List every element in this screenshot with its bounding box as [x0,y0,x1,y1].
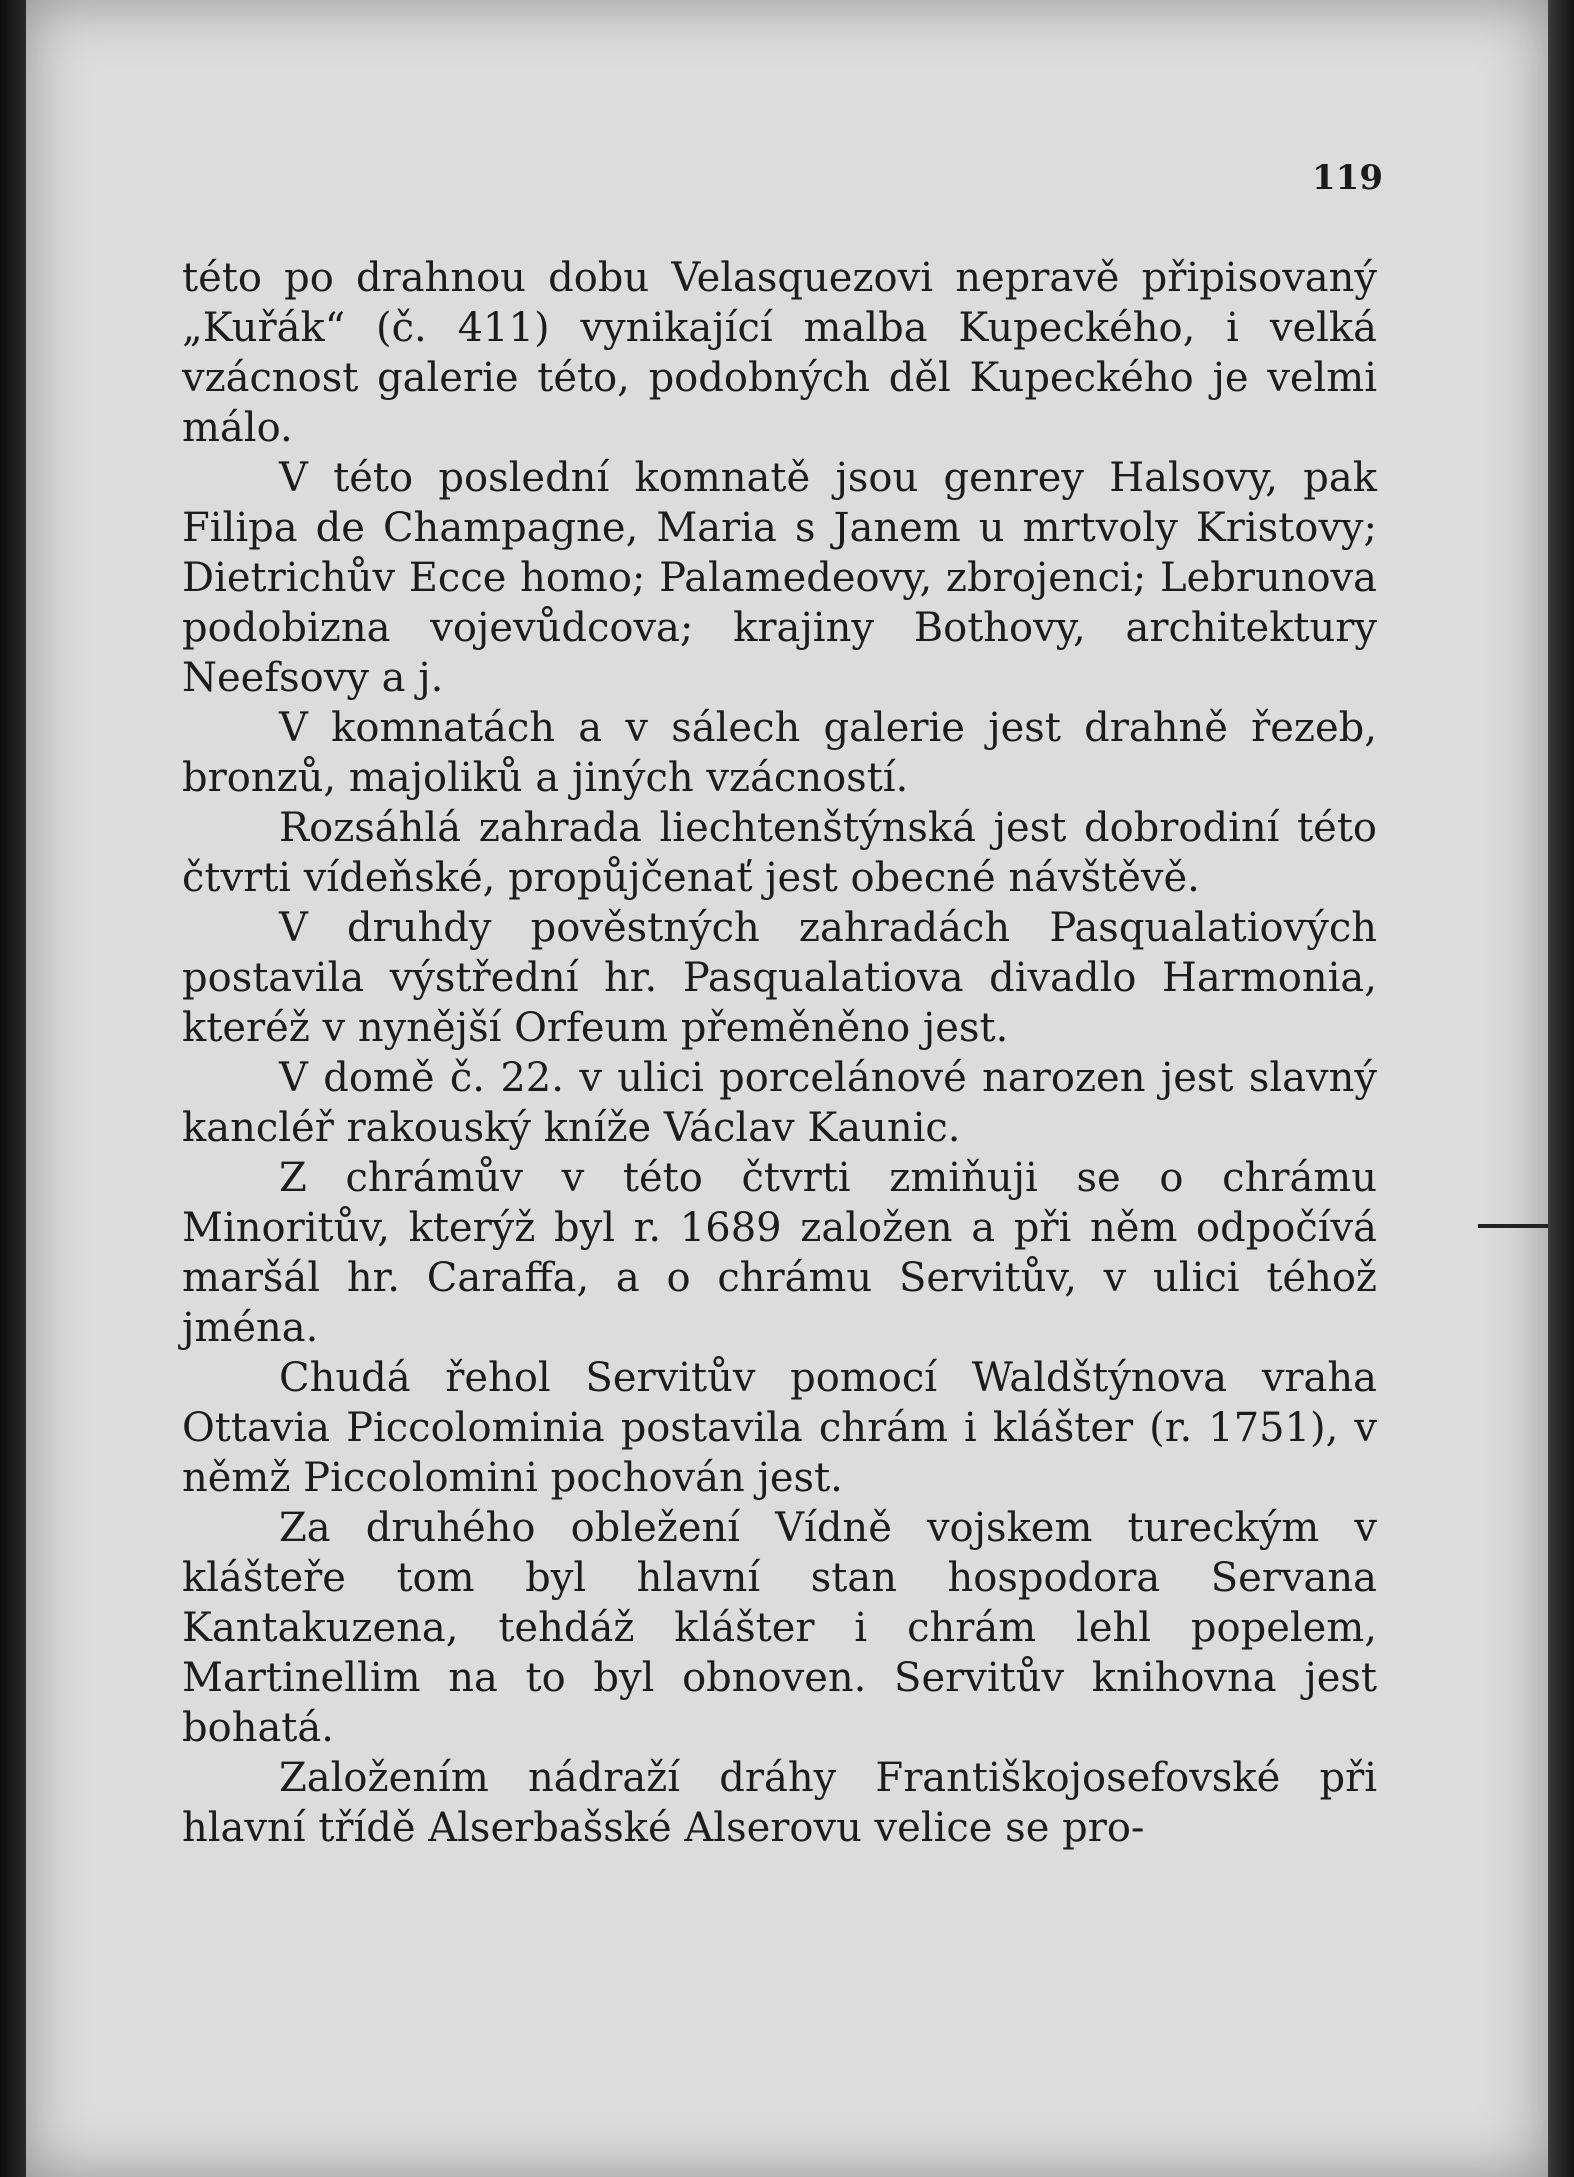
paragraph-8: Chudá řehol Servitův pomocí Waldštýnova vraha Ottavia Piccolominia postavila chrám i klášter (r. 1751), v němž Piccolomini pochován jest. [182,1355,1377,1501]
book-page [26,0,1548,2177]
page-number: 119 [1312,158,1383,198]
margin-pen-mark [1478,1224,1548,1228]
paragraph-10: Založením nádraží dráhy Františkojosefovské při hlavní třídě Alserbašské Alserovu velice se pro- [182,1755,1377,1851]
paragraph-4: Rozsáhlá zahrada liechtenštýnská jest dobrodiní této čtvrti vídeňské, propůjčenať jest obecné návštěvě. [182,805,1377,901]
paragraph-5: V druhdy pověstných zahradách Pasqualatiových postavila výstřední hr. Pasqualatiova divadlo Harmonia, kteréž v nynější Orfeum přeměněno jest. [182,905,1377,1051]
paragraph-3: V komnatách a v sálech galerie jest drahně řezeb, bronzů, majoliků a jiných vzácností. [182,705,1377,801]
paragraph-2: V této poslední komnatě jsou genrey Halsovy, pak Filipa de Champagne, Maria s Janem u mrtvoly Kristovy; Dietrichův Ecce homo; Palamedeovy, zbrojenci; Lebrunova podobizna vojevůdcova; krajiny Bothovy, architektury Neefsovy a j. [182,455,1377,701]
paragraph-6: V domě č. 22. v ulici porcelánové narozen jest slavný kancléř rakouský kníže Václav Kaunic. [182,1055,1377,1151]
page-body-text [182,253,1377,1853]
scan-left-edge [0,0,26,2177]
paragraph-7: Z chrámův v této čtvrti zmiňuji se o chrámu Minoritův, kterýž byl r. 1689 založen a při něm odpočívá maršál hr. Caraffa, a o chrámu Servitův, v ulici téhož jména. [182,1155,1377,1351]
paragraph-1: této po drahnou dobu Velasquezovi nepravě připisovaný „Kuřák“ (č. 411) vynikající malba Kupeckého, i velká vzácnost galerie této, podobných děl Kupeckého je velmi málo. [182,255,1377,451]
scan-right-edge [1548,0,1574,2177]
paragraph-9: Za druhého obležení Vídně vojskem tureckým v klášteře tom byl hlavní stan hospodora Servana Kantakuzena, tehdáž klášter i chrám lehl popelem, Martinellim na to byl obnoven. Servitův knihovna jest bohatá. [182,1505,1377,1751]
